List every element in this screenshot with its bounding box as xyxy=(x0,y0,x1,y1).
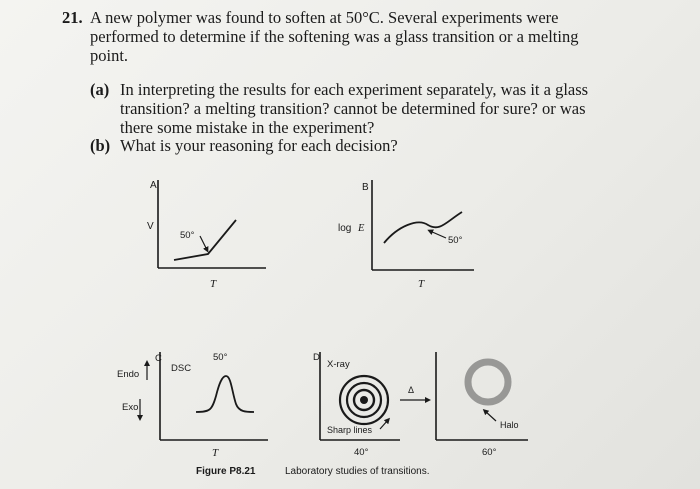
panel-c-temp-label: 50° xyxy=(213,352,228,363)
ring-center xyxy=(360,396,368,404)
panel-b-temp-arrow xyxy=(430,231,446,238)
sharp-lines-arrow xyxy=(380,420,388,429)
panel-b-temp-label: 50° xyxy=(448,235,463,246)
panel-d-temp-left: 40° xyxy=(354,447,369,458)
panel-a-ylabel: V xyxy=(147,221,154,232)
figure-caption-text: Laboratory studies of transitions. xyxy=(285,466,430,477)
panel-a xyxy=(147,180,266,290)
panel-d-letter: D xyxy=(313,352,320,363)
panel-d-temp-right: 60° xyxy=(482,447,497,458)
problem-number: 21. xyxy=(62,8,83,27)
part-b-label: (b) xyxy=(90,136,111,155)
panel-c-xlabel: T xyxy=(212,447,219,459)
panel-a-temp-arrow xyxy=(200,236,207,250)
panel-c-letter: C xyxy=(155,353,162,364)
panel-b xyxy=(338,180,474,290)
panel-a-letter: A xyxy=(150,180,157,191)
part-a-text: In interpreting the results for each experiment separately, was it a glass transition? a melting transition? cannot be determined for sure? or was there some mistake in the experiment? xyxy=(120,80,589,137)
halo-arrow xyxy=(485,411,496,421)
panel-c-exo-label: Exo xyxy=(122,402,139,413)
halo-ring xyxy=(468,362,508,402)
panel-a-xlabel: T xyxy=(210,278,217,290)
panel-b-ylabel: log xyxy=(338,223,352,234)
panel-d xyxy=(313,352,528,458)
panel-d-method: X-ray xyxy=(327,359,350,370)
part-b-text: What is your reasoning for each decision? xyxy=(120,136,398,155)
panel-c xyxy=(117,352,268,459)
panel-b-ylabel-var: E xyxy=(358,223,365,234)
sharp-lines-label: Sharp lines xyxy=(327,425,373,435)
panel-c-method: DSC xyxy=(171,363,192,374)
panel-c-curve xyxy=(196,376,254,412)
problem-stem: A new polymer was found to soften at 50°C. Several experiments were performed to determine if the softening was a glass transition or a melting point. xyxy=(90,8,579,65)
sharp-lines-rings xyxy=(340,376,388,424)
part-a-label: (a) xyxy=(90,80,110,99)
panel-b-xlabel: T xyxy=(418,278,425,290)
panel-b-letter: B xyxy=(362,182,369,193)
panel-c-endo-label: Endo xyxy=(117,369,140,380)
panel-a-temp-label: 50° xyxy=(180,230,195,241)
delta-label: Δ xyxy=(408,385,415,395)
figure-caption-label: Figure P8.21 xyxy=(196,466,256,477)
halo-label: Halo xyxy=(500,420,519,430)
